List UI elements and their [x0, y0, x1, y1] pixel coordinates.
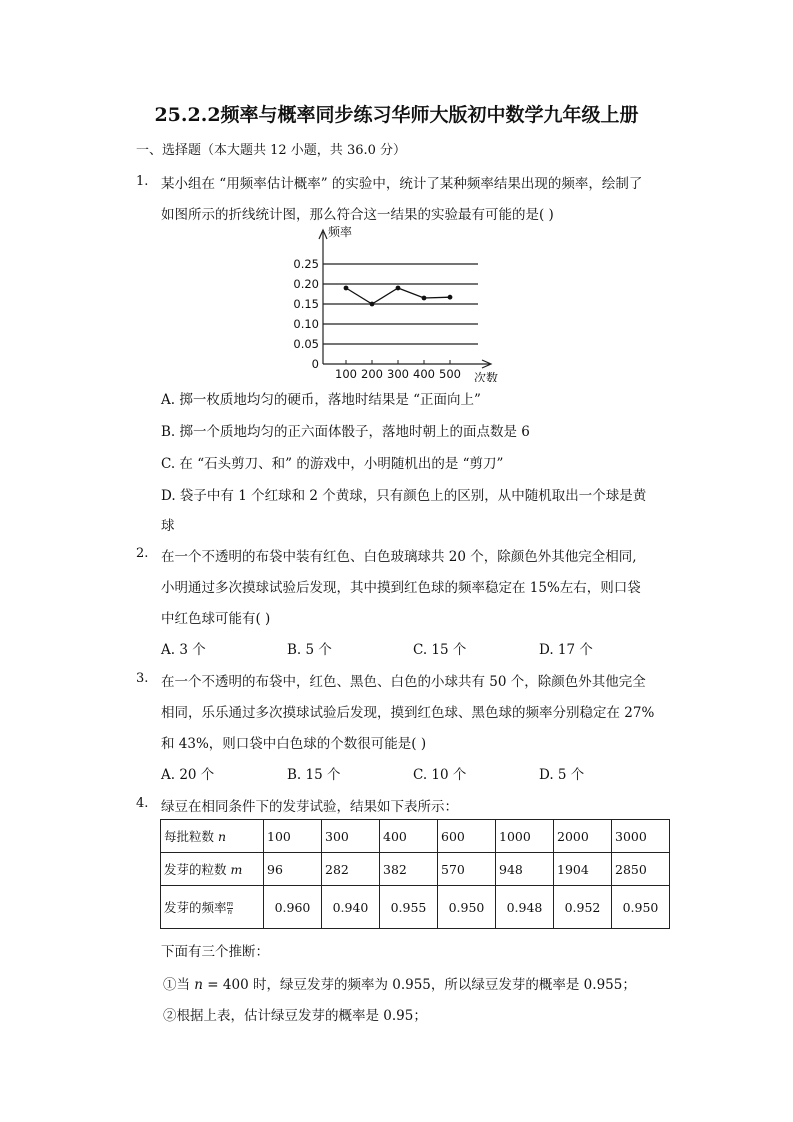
question-2-option-b: B. 5 个: [287, 642, 332, 658]
table-cell: 96: [264, 853, 322, 886]
question-3-option-c: C. 10 个: [413, 767, 467, 783]
question-4-number: 4.: [136, 796, 149, 811]
x-tick-label: 200: [361, 367, 383, 381]
table-cell: 948: [496, 853, 554, 886]
table-cell: 0.950: [612, 886, 670, 929]
question-2-option-a: A. 3 个: [161, 642, 206, 658]
fraction-denominator: n: [227, 908, 233, 916]
table-cell: 0.940: [322, 886, 380, 929]
question-1-line-1: 某小组在 “用频率估计概率” 的实验中，统计了某种频率结果出现的频率，绘制了: [161, 176, 643, 192]
table-row: [161, 820, 670, 853]
table-cell: 282: [322, 853, 380, 886]
question-1-option-b: B. 掷一个质地均匀的正六面体骰子，落地时朝上的面点数是 6: [161, 424, 530, 440]
x-axis-label: 次数: [474, 371, 499, 382]
x-tick-label: 300: [387, 367, 409, 381]
question-1-option-d-cont: 球: [161, 518, 175, 534]
fraction-m-over-n: [227, 901, 234, 916]
data-point: [448, 295, 453, 300]
question-3-line-1: 在一个不透明的布袋中，红色、黑色、白色的小球共有 50 个，除颜色外其他完全: [161, 674, 646, 690]
table-cell: 1904: [554, 853, 612, 886]
table-cell: 382: [380, 853, 438, 886]
table-cell: 3000: [612, 820, 670, 853]
frequency-line-chart: [280, 222, 510, 382]
inference-1: [163, 973, 636, 993]
table-row-header: [161, 853, 264, 886]
inference-1-variable: n: [194, 977, 203, 993]
question-2-line-1: 在一个不透明的布袋中装有红色、白色玻璃球共 20 个，除颜色外其他完全相同,: [161, 549, 637, 565]
table-cell: 400: [380, 820, 438, 853]
y-tick-label: 0.15: [293, 297, 319, 311]
x-tick-label: 500: [439, 367, 461, 381]
question-3-option-a: A. 20 个: [161, 767, 215, 783]
question-1-option-a: A. 掷一枚质地均匀的硬币，落地时结果是 “正面向上”: [161, 392, 481, 408]
question-1-number: 1.: [136, 174, 149, 189]
y-tick-label: 0.05: [293, 337, 319, 351]
question-1-line-2: 如图所示的折线统计图，那么符合这一结果的实验最有可能的是( ): [161, 207, 554, 223]
table-cell: 570: [438, 853, 496, 886]
question-2-option-d: D. 17 个: [539, 642, 593, 658]
table-cell: 100: [264, 820, 322, 853]
x-tick-label: 400: [413, 367, 435, 381]
row-label: 每批粒数: [164, 829, 215, 844]
table-cell: 300: [322, 820, 380, 853]
table-cell: 0.952: [554, 886, 612, 929]
data-point: [344, 286, 349, 291]
table-cell: 0.950: [438, 886, 496, 929]
table-cell: 0.960: [264, 886, 322, 929]
question-2-line-2: 小明通过多次摸球试验后发现，其中摸到红色球的频率稳定在 15%左右，则口袋: [161, 580, 641, 596]
row-variable: m: [230, 862, 243, 877]
question-4-line-1: 绿豆在相同条件下的发芽试验，结果如下表所示：: [161, 799, 458, 815]
inference-intro: 下面有三个推断：: [161, 944, 269, 960]
table-row-header: [161, 886, 264, 929]
table-cell: 0.948: [496, 886, 554, 929]
y-tick-label: 0.20: [293, 277, 319, 291]
inference-1-text: = 400 时，绿豆发芽的频率为 0.955，所以绿豆发芽的概率是 0.955；: [203, 977, 636, 993]
germination-table: [160, 819, 670, 929]
inference-1-prefix: ①当: [163, 977, 195, 993]
question-3-line-2: 相同，乐乐通过多次摸球试验后发现，摸到红色球、黑色球的频率分别稳定在 27%: [161, 705, 655, 721]
question-3-option-b: B. 15 个: [287, 767, 341, 783]
y-tick-label: 0: [311, 357, 319, 371]
section-heading: 一、选择题（本大题共 12 小题，共 36.0 分）: [136, 143, 407, 158]
question-2-option-c: C. 15 个: [413, 642, 467, 658]
question-2-number: 2.: [136, 546, 149, 561]
data-point: [370, 302, 375, 307]
table-row: [161, 886, 670, 929]
question-1-option-c: C. 在 “石头剪刀、和” 的游戏中，小明随机出的是 “剪刀”: [161, 456, 504, 472]
table-row: [161, 853, 670, 886]
table-cell: 2000: [554, 820, 612, 853]
table-row-header: [161, 820, 264, 853]
table-cell: 0.955: [380, 886, 438, 929]
data-point: [422, 296, 427, 301]
question-3-option-d: D. 5 个: [539, 767, 585, 783]
fraction-numerator: m: [226, 900, 234, 908]
table-cell: 2850: [612, 853, 670, 886]
table-cell: 1000: [496, 820, 554, 853]
question-2-line-3: 中红色球可能有( ): [161, 611, 271, 627]
table-cell: 600: [438, 820, 496, 853]
question-3-line-3: 和 43%，则口袋中白色球的个数很可能是( ): [161, 736, 427, 752]
row-label: 发芽的频率: [164, 900, 227, 915]
question-1-option-d: D. 袋子中有 1 个红球和 2 个黄球，只有颜色上的区别，从中随机取出一个球是黄: [161, 488, 647, 504]
x-tick-label: 100: [335, 367, 357, 381]
question-3-number: 3.: [136, 671, 149, 686]
inference-2: ②根据上表，估计绿豆发芽的概率是 0.95；: [163, 1008, 427, 1024]
row-label: 发芽的粒数: [164, 862, 227, 877]
data-point: [396, 286, 401, 291]
row-variable: n: [218, 829, 227, 844]
y-tick-label: 0.10: [293, 317, 319, 331]
y-axis-label: 频率: [328, 225, 353, 239]
page-title: 25.2.2频率与概率同步练习华师大版初中数学九年级上册: [154, 104, 639, 126]
y-tick-label: 0.25: [293, 257, 319, 271]
